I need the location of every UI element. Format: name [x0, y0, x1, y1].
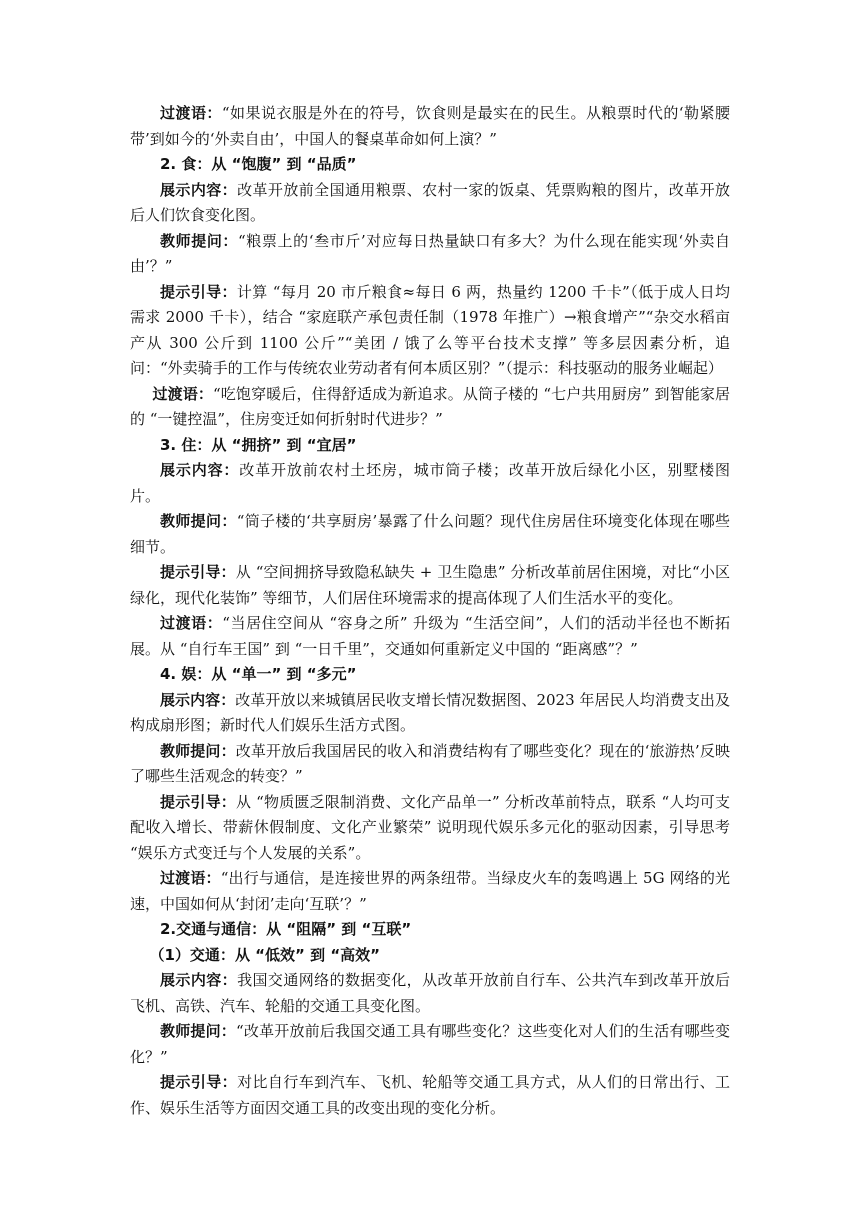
transition-paragraph: [130, 382, 730, 433]
guidance-paragraph: [130, 280, 730, 382]
paragraph-text: 我国交通网络的数据变化，从改革开放前自行车、公共汽车到改革开放后飞机、高铁、汽车、轮船的交通工具变化图。: [130, 971, 730, 1015]
display-content-paragraph: [130, 178, 730, 229]
transition-paragraph: [130, 866, 730, 917]
label-transition: 过渡语：: [160, 869, 221, 887]
paragraph-text: 改革开放以来城镇居民收支增长情况数据图、2023 年居民人均消费支出及构成扇形图；新时代人们娱乐生活方式图。: [130, 690, 730, 734]
teacher-question-paragraph: [130, 229, 730, 280]
transition-paragraph: [130, 101, 730, 152]
paragraph-text: 计算 “每月 20 市斤粮食≈每日 6 两，热量约 1200 千卡”（低于成人日均需求 2000 千卡），结合 “家庭联产承包责任制（1978 年推广）→粮食增产”“杂交水稻亩产从 300 公斤到 1100 公斤”“美团 / 饿了么等平台技术支撑” 等多层因素分析，追问：“外卖骑手的工作与传统农业劳动者有何本质区别？”（提示：科技驱动的服务业崛起）: [130, 282, 730, 377]
label-question: 教师提问：: [160, 512, 237, 530]
display-content-paragraph: [130, 458, 730, 509]
display-content-paragraph: [130, 688, 730, 739]
paragraph-text: “吃饱穿暖后，住得舒适成为新追求。从筒子楼的 “七户共用厨房” 到智能家居的 “一键控温”，住房变迁如何折射时代进步？”: [130, 384, 730, 428]
section-heading-housing: 3. 住：从 “拥挤” 到 “宜居”: [160, 435, 357, 454]
paragraph-text: 改革开放前农村土坯房，城市筒子楼；改革开放后绿化小区，别墅楼图片。: [130, 461, 730, 505]
label-transition: 过渡语：: [160, 104, 222, 122]
document-body: [130, 101, 730, 1121]
paragraph-text: “出行与通信，是连接世界的两条纽带。当绿皮火车的轰鸣遇上 5G 网络的光速，中国如何从‘封闭’走向‘互联’？”: [130, 869, 730, 913]
transition-paragraph: [130, 611, 730, 662]
guidance-paragraph: [130, 560, 730, 611]
label-guidance: 提示引导：: [160, 563, 236, 581]
teacher-question-paragraph: [130, 1019, 730, 1070]
paragraph-text: “筒子楼的‘共享厨房’暴露了什么问题？现代住房居住环境变化体现在哪些细节。: [130, 512, 730, 556]
section-heading-transport-communication: 2.交通与通信：从 “阻隔” 到 “互联”: [160, 920, 412, 938]
teacher-question-paragraph: [130, 739, 730, 790]
label-guidance: 提示引导：: [160, 792, 236, 811]
paragraph-text: “改革开放前后我国交通工具有哪些变化？这些变化对人们的生活有哪些变化？”: [130, 1022, 730, 1066]
label-transition: 过渡语：: [152, 384, 214, 403]
guidance-paragraph: [130, 790, 730, 867]
label-question: 教师提问：: [160, 741, 236, 760]
paragraph-text: 对比自行车到汽车、飞机、轮船等交通工具方式，从人们的日常出行、工作、娱乐生活等方面因交通工具的改变出现的变化分析。: [130, 1073, 730, 1117]
paragraph-text: “粮票上的‘叁市斤’对应每日热量缺口有多大？为什么现在能实现‘外卖自由’？”: [130, 231, 730, 275]
paragraph-text: 从 “物质匮乏限制消费、文化产品单一” 分析改革前特点，联系 “人均可支配收入增长、带薪休假制度、文化产业繁荣” 说明现代娱乐多元化的驱动因素，引导思考 “娱乐方式变迁与个人发展的关系”。: [130, 792, 730, 862]
label-display: 展示内容：: [160, 180, 238, 199]
label-display: 展示内容：: [160, 690, 236, 709]
paragraph-text: “如果说衣服是外在的符号，饮食则是最实在的民生。从粮票时代的‘勒紧腰带’到如今的‘外卖自由’，中国人的餐桌革命如何上演？”: [130, 104, 730, 148]
label-guidance: 提示引导：: [160, 282, 237, 301]
display-content-paragraph: [130, 968, 730, 1019]
guidance-paragraph: [130, 1070, 730, 1121]
label-question: 教师提问：: [160, 231, 239, 250]
subsection-heading-transport: （1）交通：从 “低效” 到 “高效”: [149, 945, 381, 964]
paragraph-text: 改革开放前全国通用粮票、农村一家的饭桌、凭票购粮的图片，改革开放后人们饮食变化图。: [130, 180, 730, 224]
label-question: 教师提问：: [160, 1022, 236, 1040]
section-heading-food: 2. 食：从 “饱腹” 到 “品质”: [160, 155, 357, 173]
paragraph-text: “当居住空间从 “容身之所” 升级为 “生活空间”，人们的活动半径也不断拓展。从 “自行车王国” 到 “一日千里”，交通如何重新定义中国的 “距离感”？”: [130, 614, 730, 658]
label-display: 展示内容：: [160, 971, 238, 989]
paragraph-text: 从 “空间拥挤导致隐私缺失 + 卫生隐患” 分析改革前居住困境，对比“小区绿化，现代化装饰” 等细节，人们居住环境需求的提高体现了人们生活水平的变化。: [130, 563, 730, 607]
label-guidance: 提示引导：: [160, 1073, 238, 1091]
paragraph-text: 改革开放后我国居民的收入和消费结构有了哪些变化？现在的‘旅游热’反映了哪些生活观念的转变？”: [130, 741, 730, 785]
label-display: 展示内容：: [160, 461, 240, 479]
teacher-question-paragraph: [130, 509, 730, 560]
label-transition: 过渡语：: [160, 614, 223, 632]
section-heading-entertainment: 4. 娱：从 “单一” 到 “多元”: [160, 665, 357, 683]
